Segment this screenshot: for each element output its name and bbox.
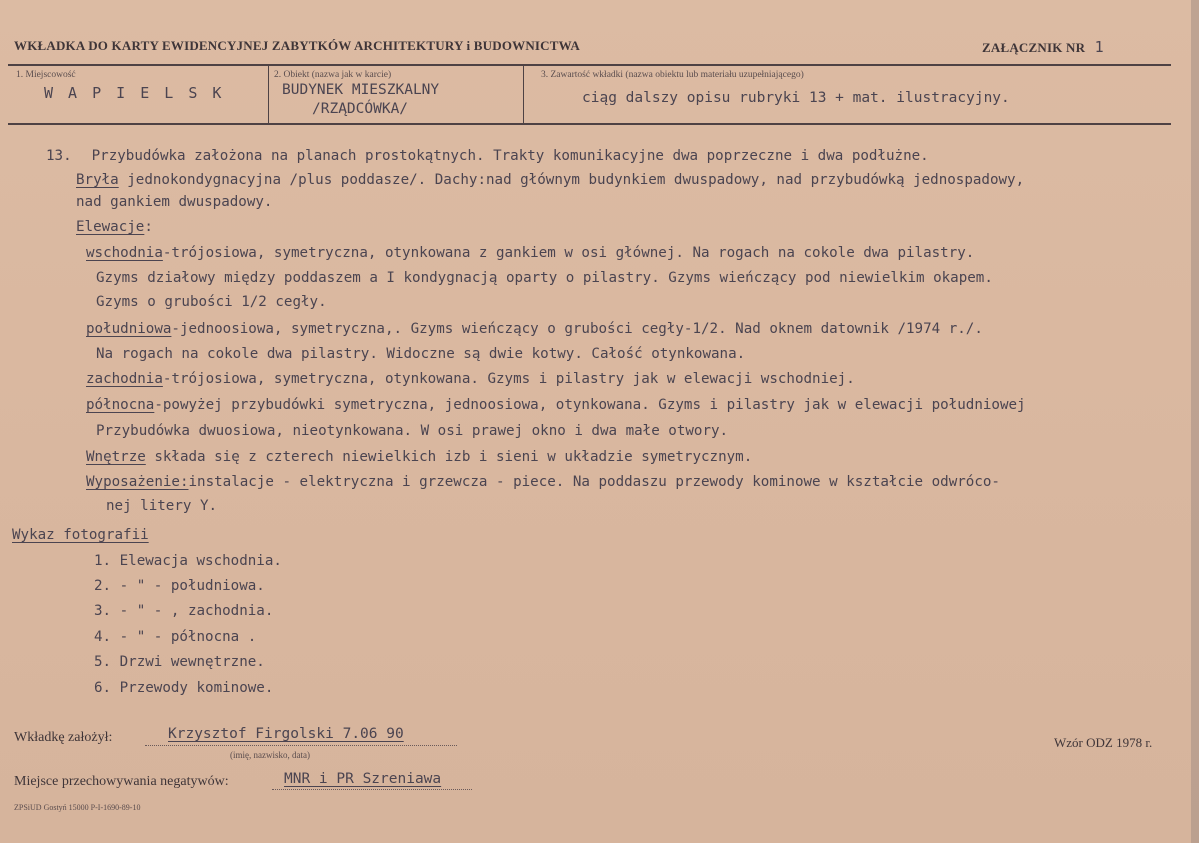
form-id: Wzór ODZ 1978 r. [1054, 735, 1153, 750]
photos-heading: Wykaz fotografii [12, 527, 149, 543]
photo-item-5: 5. Drzwi wewnętrzne. [94, 654, 265, 670]
body-line-15: nej litery Y. [106, 498, 218, 514]
body-line-13 [86, 449, 752, 465]
scan-edge [1191, 0, 1199, 843]
body-line-11 [86, 397, 1026, 413]
body-line-8-text: -jednoosiowa, symetryczna,. Gzyms wieńczący o grubości cegły-1/2. Nad oknem datownik /1974 r./. [171, 321, 983, 337]
photo-item-6: 6. Przewody kominowe. [94, 680, 274, 696]
heading-polnocna: północna [86, 397, 155, 413]
place-label: 1. Miejscowość [16, 70, 76, 80]
body-line-2 [76, 172, 1024, 188]
body-line-4 [76, 219, 153, 235]
author-value: Krzysztof Firgolski 7.06 90 [168, 726, 404, 742]
body-line-13-text: składa się z czterech niewielkich izb i sieni w układzie symetrycznym. [145, 449, 753, 465]
object-label: 2. Obiekt (nazwa jak w karcie) [274, 70, 392, 80]
photo-item-2: 2. - " - południowa. [94, 578, 265, 594]
negatives-dotted-line [272, 789, 472, 790]
object-value-line2: /RZĄDCÓWKA/ [312, 101, 409, 117]
heading-wschodnia: wschodnia [86, 245, 163, 261]
field-divider-2 [523, 64, 524, 124]
body-line-9: Na rogach na cokole dwa pilastry. Widoczne są dwie kotwy. Całość otynkowana. [96, 346, 746, 362]
printer-note: ZPSiUD Gostyń 15000 P-I-1690-89-10 [14, 803, 141, 812]
body-line-5 [86, 245, 974, 261]
place-value: W A P I E L S K [44, 84, 225, 102]
content-value: ciąg dalszy opisu rubryki 13 + mat. ilustracyjny. [582, 90, 1010, 106]
body-line-10-text: -trójosiowa, symetryczna, otynkowana. Gzyms i pilastry jak w elewacji wschodniej. [162, 371, 855, 387]
heading-elewacje: Elewacje [76, 219, 145, 235]
photo-item-4: 4. - " - północna . [94, 629, 257, 645]
header-top-rule [8, 64, 1171, 66]
body-line-6: Gzyms działowy między poddaszem a I kondygnacją oparty o pilastry. Gzyms wieńczący pod niewielkim okapem. [96, 270, 993, 286]
body-line-8 [86, 321, 983, 337]
body-line-14 [86, 474, 1000, 490]
heading-poludniowa: południowa [86, 321, 172, 337]
body-line-5-text: -trójosiowa, symetryczna, otynkowana z gankiem w osi głównej. Na rogach na cokole dwa pilastry. [162, 245, 975, 261]
body-line-2-text: jednokondygnacyjna /plus poddasze/. Dachy:nad głównym budynkiem dwuspadowy, nad przybudówką jednospadowy, [118, 172, 1025, 188]
author-dotted-line [145, 745, 457, 746]
content-label: 3. Zawartość wkładki (nazwa obiektu lub materiału uzupełniającego) [541, 70, 804, 80]
negatives-value: MNR i PR Szreniawa [284, 771, 442, 787]
attachment-label [982, 38, 1104, 56]
author-hint: (imię, nazwisko, data) [230, 750, 310, 760]
attachment-number: 1 [1094, 38, 1104, 56]
photo-item-3: 3. - " - , zachodnia. [94, 603, 274, 619]
heading-wnetrze: Wnętrze [86, 449, 146, 465]
body-line-11-text: -powyżej przybudówki symetryczna, jednoosiowa, otynkowana. Gzyms i pilastry jak w elewacji południowej [154, 397, 1026, 413]
body-line-10 [86, 371, 855, 387]
heading-bryla: Bryła [76, 172, 119, 188]
header-bottom-rule [8, 123, 1171, 125]
body-line-14-text: instalacje - elektryczna i grzewcza - piece. Na poddaszu przewody kominowe w kształcie odwróco- [188, 474, 1000, 490]
photo-item-1: 1. Elewacja wschodnia. [94, 553, 282, 569]
heading-elewacje-colon: : [144, 219, 153, 235]
heading-wyposazenie: Wyposażenie: [86, 474, 189, 490]
body-line-1: Przybudówka założona na planach prostokątnych. Trakty komunikacyjne dwa poprzeczne i dwa podłużne. [91, 148, 929, 164]
body-line-7: Gzyms o grubości 1/2 cegły. [96, 294, 327, 310]
author-label: Wkładkę założył: [14, 730, 113, 745]
card-title: WKŁADKA DO KARTY EWIDENCYJNEJ ZABYTKÓW ARCHITEKTURY i BUDOWNICTWA [14, 38, 580, 53]
body-line-3: nad gankiem dwuspadowy. [76, 194, 273, 210]
negatives-label: Miejsce przechowywania negatywów: [14, 774, 229, 789]
attachment-label-text: ZAŁĄCZNIK NR [982, 40, 1086, 55]
object-value-line1: BUDYNEK MIESZKALNY [282, 82, 440, 98]
field-divider-1 [268, 64, 269, 124]
heading-zachodnia: zachodnia [86, 371, 163, 387]
body-line-12: Przybudówka dwuosiowa, nieotynkowana. W osi prawej okno i dwa małe otwory. [96, 423, 729, 439]
section-13-line [46, 148, 929, 164]
section-number: 13. [46, 148, 72, 164]
